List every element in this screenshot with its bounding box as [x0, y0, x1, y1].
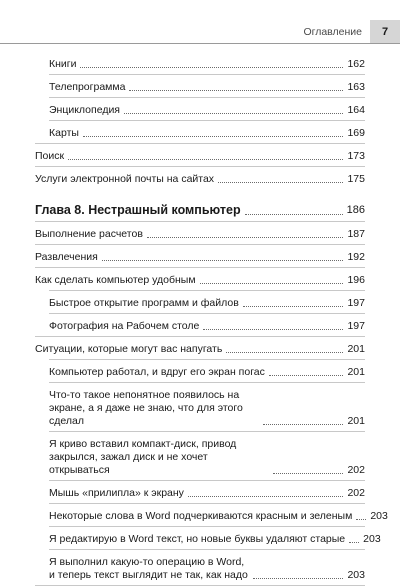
toc-entry-page: 192 — [347, 251, 365, 263]
page-header — [0, 20, 400, 44]
toc-entry-page: 163 — [347, 81, 365, 93]
toc-entry-page: 197 — [347, 297, 365, 309]
toc-entry — [35, 150, 365, 163]
entry-divider — [35, 244, 365, 245]
dot-leader — [83, 136, 344, 137]
chapter-title: Глава 8. Нестрашный компьютер — [35, 203, 241, 217]
entry-divider — [49, 97, 365, 98]
toc-entry-page: 197 — [347, 320, 365, 332]
entry-divider — [49, 290, 365, 291]
toc-entry-page: 187 — [347, 228, 365, 240]
toc-entry — [35, 343, 365, 356]
toc-entry — [35, 510, 388, 523]
header-divider — [0, 43, 400, 44]
toc-entry — [35, 251, 365, 264]
toc-entry — [35, 533, 381, 546]
entry-divider — [49, 431, 365, 432]
dot-leader — [147, 237, 344, 238]
toc-entry — [35, 58, 365, 71]
toc-entry-page: 201 — [347, 366, 365, 378]
dot-leader — [349, 542, 359, 543]
toc-entry-label: Я редактирую в Word текст, но новые буквы удаляют старые — [49, 533, 346, 545]
toc-entry — [35, 389, 365, 428]
entry-divider — [49, 382, 365, 383]
toc-entry — [35, 274, 365, 287]
toc-entry — [35, 127, 365, 140]
dot-leader — [129, 90, 343, 91]
toc-entry-label: Развлечения — [35, 251, 98, 263]
dot-leader — [68, 159, 343, 160]
toc-entry-label: Некоторые слова в Word подчеркиваются красным и зеленым — [49, 510, 353, 522]
toc-entry — [35, 366, 365, 379]
toc-entry-page: 173 — [347, 150, 365, 162]
toc-entry-page: 162 — [347, 58, 365, 70]
toc-entry-page: 164 — [347, 104, 365, 116]
entry-divider — [49, 74, 365, 75]
toc-entry-page: 202 — [347, 487, 365, 499]
entry-divider — [49, 313, 365, 314]
toc-entry — [35, 297, 365, 310]
running-title: Оглавление — [303, 26, 362, 38]
toc-entry-page: 203 — [363, 533, 381, 545]
entry-divider — [49, 120, 365, 121]
toc-entry — [35, 556, 365, 582]
toc-entry-label: Как сделать компьютер удобным — [35, 274, 196, 286]
dot-leader — [356, 519, 366, 520]
toc-entry-label: Что-то такое непонятное появилось на экране, а я даже не знаю, что для этого сделал — [49, 389, 243, 427]
toc-entry-page: 186 — [346, 204, 365, 216]
toc-entry-label: Карты — [49, 127, 79, 139]
entry-divider — [49, 503, 365, 504]
toc-entry-label: Поиск — [35, 150, 65, 162]
dot-leader — [226, 352, 343, 353]
toc-entry-label: Компьютер работал, и вдруг его экран погас — [49, 366, 265, 378]
toc-entry-page: 175 — [347, 173, 365, 185]
toc-entry-label: Мышь «прилипла» к экрану — [49, 487, 184, 499]
entry-divider — [35, 221, 365, 222]
dot-leader — [102, 260, 344, 261]
toc-chapter-entry — [35, 203, 365, 218]
dot-leader — [124, 113, 343, 114]
toc-entry — [35, 487, 365, 500]
entry-divider — [35, 267, 365, 268]
toc-entry-label: Ситуации, которые могут вас напугать — [35, 343, 223, 355]
dot-leader — [203, 329, 343, 330]
entry-divider — [49, 480, 365, 481]
toc-entry-page: 201 — [347, 343, 365, 355]
dot-leader — [243, 306, 344, 307]
dot-leader — [218, 182, 343, 183]
entry-divider — [35, 336, 365, 337]
toc-entry-page: 196 — [347, 274, 365, 286]
table-of-contents — [35, 52, 388, 586]
toc-entry-label: Энциклопедия — [49, 104, 120, 116]
toc-entry-label: Услуги электронной почты на сайтах — [35, 173, 215, 185]
page-number: 7 — [370, 20, 400, 44]
dot-leader — [245, 214, 343, 215]
toc-entry-label: Телепрограмма — [49, 81, 126, 93]
toc-entry-label: Фотография на Рабочем столе — [49, 320, 200, 332]
toc-entry-label: Я выполнил какую-то операцию в Word, и теперь текст выглядит не так, как надо — [49, 556, 248, 581]
entry-divider — [35, 166, 365, 167]
entry-divider — [49, 359, 365, 360]
dot-leader — [263, 424, 343, 425]
toc-entry — [35, 320, 365, 333]
entry-divider — [49, 526, 365, 527]
toc-entry-page: 203 — [370, 510, 388, 522]
toc-entry — [35, 173, 365, 186]
dot-leader — [200, 283, 344, 284]
toc-entry-label: Книги — [49, 58, 77, 70]
toc-entry-label: Выполнение расчетов — [35, 228, 143, 240]
dot-leader — [269, 375, 344, 376]
dot-leader — [253, 578, 343, 579]
toc-entry-label: Быстрое открытие программ и файлов — [49, 297, 239, 309]
dot-leader — [273, 473, 343, 474]
toc-entry — [35, 81, 365, 94]
toc-entry-label: Я криво вставил компакт-диск, привод закрылся, зажал диск и не хочет открываться — [49, 438, 237, 476]
toc-entry-page: 202 — [347, 464, 365, 476]
toc-entry-page: 201 — [347, 415, 365, 427]
toc-entry — [35, 228, 365, 241]
entry-divider — [35, 143, 365, 144]
toc-entry — [35, 438, 365, 477]
entry-divider — [49, 549, 365, 550]
toc-entry — [35, 104, 365, 117]
toc-entry-page: 203 — [347, 569, 365, 581]
dot-leader — [80, 67, 343, 68]
toc-entry-page: 169 — [347, 127, 365, 139]
dot-leader — [188, 496, 344, 497]
